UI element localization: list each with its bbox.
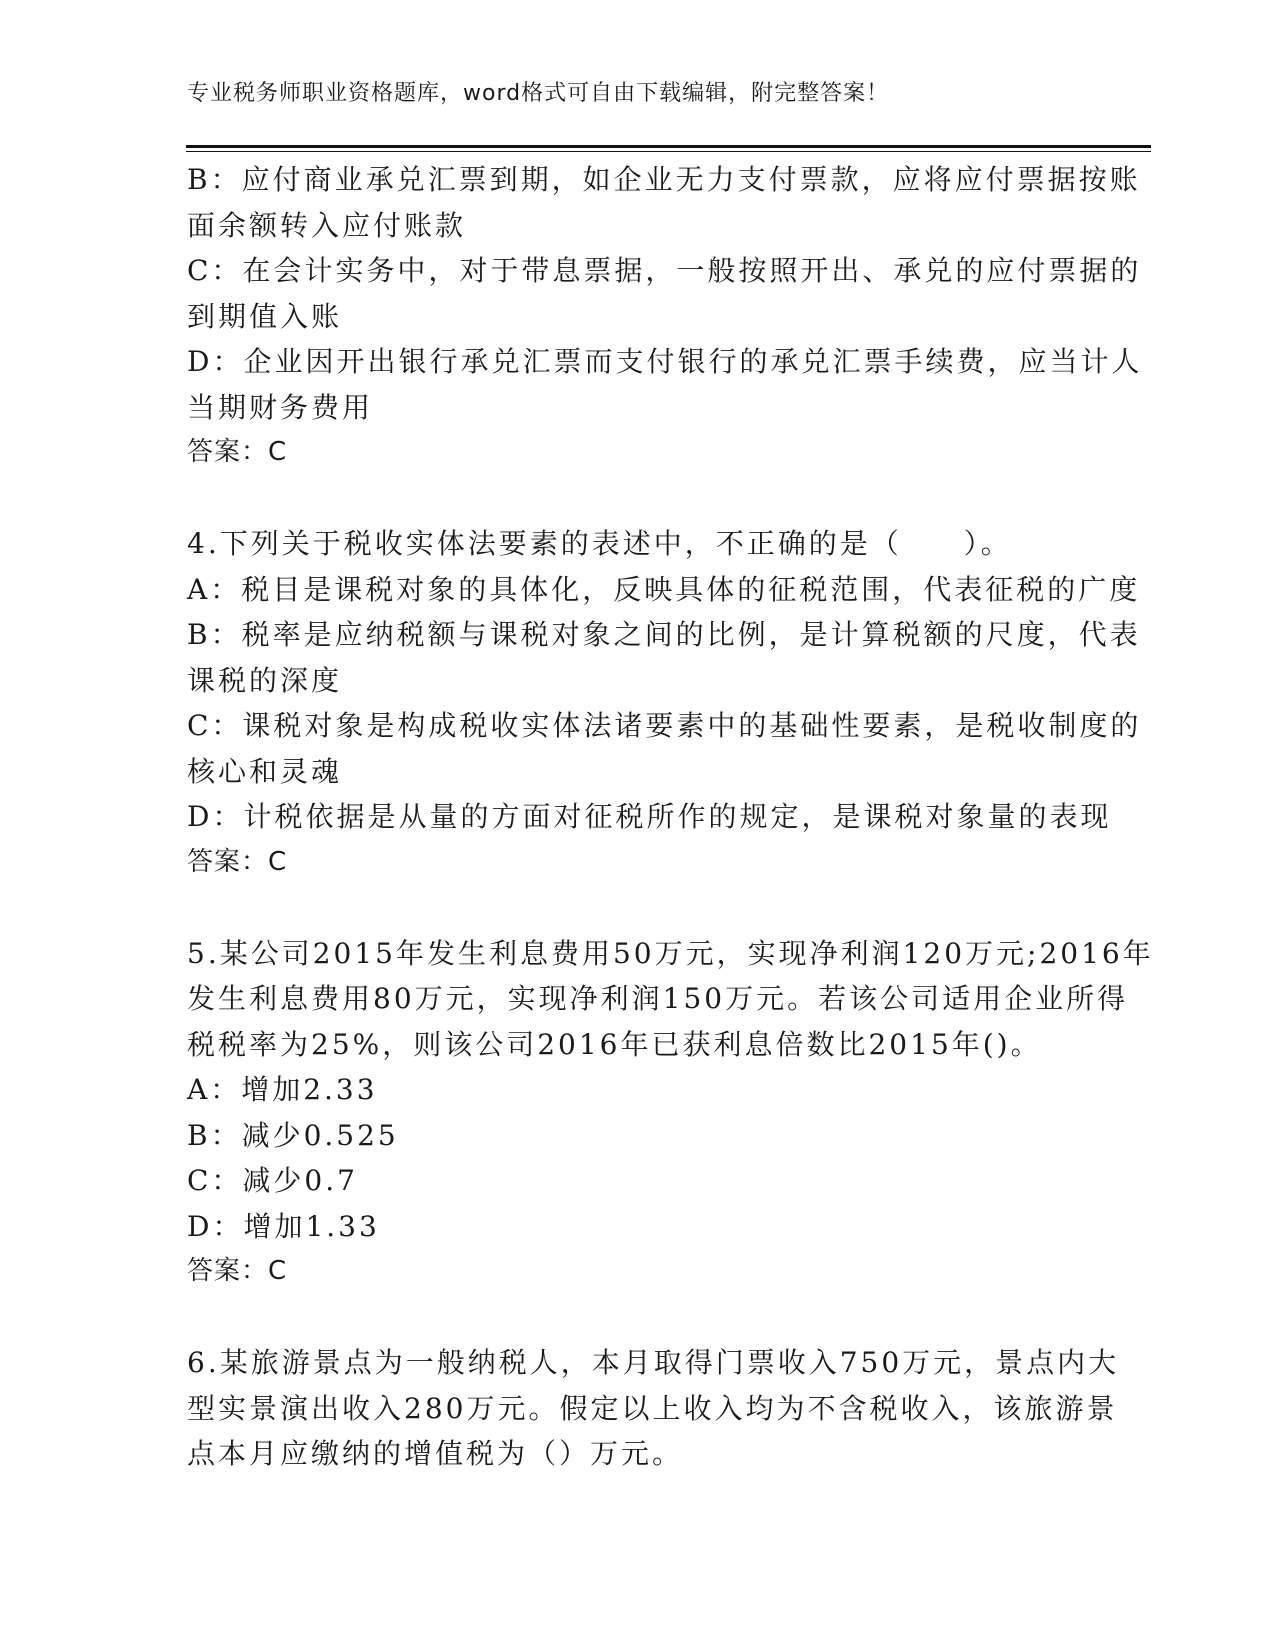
question-stem-line-1: 5.某公司2015年发生利息费用50万元，实现净利润120万元;2016年: [187, 936, 1154, 970]
option-b-line-2: 课税的深度: [187, 663, 343, 697]
header-rule-thick: [186, 145, 1151, 148]
question-stem-line-2: 发生利息费用80万元，实现净利润150万元。若该公司适用企业所得: [187, 982, 1129, 1015]
option-b-line-2: 面余额转入应付账款: [187, 208, 467, 242]
option-d-line-1: D：增加1.33: [187, 1209, 380, 1243]
spacer: [187, 1295, 1087, 1341]
option-c-line-1: C：在会计实务中，对于带息票据，一般按照开出、承兑的应付票据的: [187, 254, 1142, 287]
option-d-line-2: 当期财务费用: [187, 390, 374, 424]
option-c-line-1: C：减少0.7: [187, 1164, 358, 1197]
answer-line: 答案：C: [187, 846, 288, 877]
header-rule-thin: [186, 151, 1151, 152]
question-block-5: [187, 931, 1154, 1295]
option-c-line-1: C：课税对象是构成税收实体法诸要素中的基础性要素，是税收制度的: [187, 709, 1142, 742]
option-b-line-1: B：减少0.525: [187, 1118, 399, 1152]
answer-line: 答案：C: [187, 437, 288, 467]
question-block-3: [187, 157, 1143, 476]
spacer: [187, 476, 1087, 522]
question-stem: 4.下列关于税收实体法要素的表述中，不正确的是（ ）。: [187, 527, 1012, 560]
spacer: [187, 885, 1087, 931]
option-d-line-1: D：计税依据是从量的方面对征税所作的规定，是课税对象量的表现: [187, 800, 1112, 833]
question-stem-line-2: 型实景演出收入280万元。假定以上收入均为不含税收入，该旅游景: [187, 1391, 1118, 1425]
page-header: 专业税务师职业资格题库，word格式可自由下载编辑，附完整答案！: [187, 81, 890, 106]
question-stem-line-3: 税税率为25%，则该公司2016年已获利息倍数比2015年()。: [187, 1027, 1042, 1061]
option-c-line-2: 到期值入账: [187, 299, 343, 333]
question-content: [187, 157, 1154, 1477]
answer-line: 答案：C: [187, 1256, 288, 1286]
question-block-4: [187, 521, 1142, 885]
question-stem-line-1: 6.某旅游景点为一般纳税人，本月取得门票收入750万元，景点内大: [187, 1346, 1120, 1379]
question-block-6: [187, 1340, 1120, 1477]
option-d-line-1: D：企业因开出银行承兑汇票而支付银行的承兑汇票手续费，应当计人: [187, 345, 1143, 378]
option-a-line-1: A：增加2.33: [187, 1073, 378, 1106]
option-a-line-1: A：税目是课税对象的具体化，反映具体的征税范围，代表征税的广度: [187, 572, 1141, 606]
question-stem-line-3: 点本月应缴纳的增值税为（）万元。: [187, 1437, 684, 1470]
option-b-line-1: B：应付商业承兑汇票到期，如企业无力支付票款，应将应付票据按账: [187, 163, 1141, 196]
option-b-line-1: B：税率是应纳税额与课税对象之间的比例，是计算税额的尺度，代表: [187, 618, 1141, 651]
option-c-line-2: 核心和灵魂: [187, 754, 343, 788]
